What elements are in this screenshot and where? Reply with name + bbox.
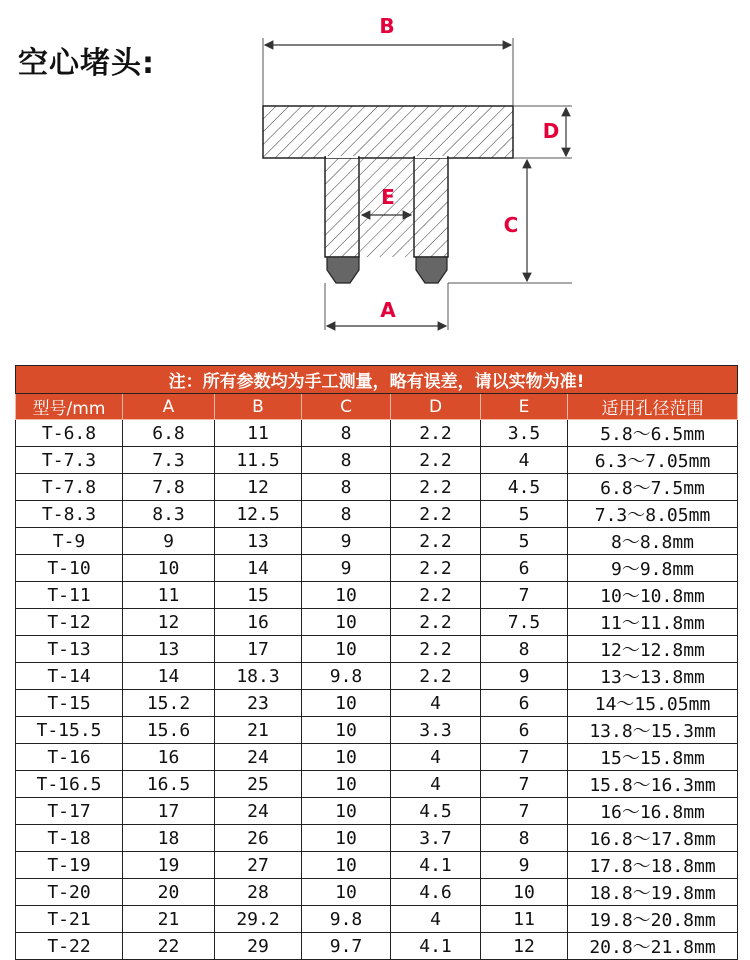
cell-d: 4.5 <box>391 798 481 825</box>
cell-model: T-12 <box>16 609 123 636</box>
cell-range: 16～16.8mm <box>568 798 738 825</box>
spec-table <box>15 365 738 960</box>
table-row <box>16 933 738 960</box>
cell-range: 12～12.8mm <box>568 636 738 663</box>
cell-model: T-7.8 <box>16 474 123 501</box>
header-e: E <box>481 394 568 420</box>
cell-d: 4.6 <box>391 879 481 906</box>
cell-e: 7 <box>481 582 568 609</box>
cell-model: T-16.5 <box>16 771 123 798</box>
cell-d: 2.2 <box>391 528 481 555</box>
cell-b: 24 <box>215 744 302 771</box>
cell-a: 14 <box>123 663 215 690</box>
page-title: 空心堵头: <box>18 46 155 81</box>
cell-range: 10～10.8mm <box>568 582 738 609</box>
cell-d: 4.1 <box>391 933 481 960</box>
cell-a: 9 <box>123 528 215 555</box>
cell-a: 22 <box>123 933 215 960</box>
cell-e: 11 <box>481 906 568 933</box>
table-row <box>16 582 738 609</box>
cell-b: 23 <box>215 690 302 717</box>
header-a: A <box>123 394 215 420</box>
cell-b: 14 <box>215 555 302 582</box>
cell-range: 19.8～20.8mm <box>568 906 738 933</box>
table-row <box>16 501 738 528</box>
cell-a: 10 <box>123 555 215 582</box>
cell-e: 6 <box>481 555 568 582</box>
cell-e: 8 <box>481 825 568 852</box>
cell-a: 13 <box>123 636 215 663</box>
cell-range: 14～15.05mm <box>568 690 738 717</box>
cell-b: 16 <box>215 609 302 636</box>
header-range: 适用孔径范围 <box>568 394 738 420</box>
cell-model: T-21 <box>16 906 123 933</box>
cell-b: 24 <box>215 798 302 825</box>
cell-c: 8 <box>302 501 391 528</box>
cell-d: 4 <box>391 690 481 717</box>
cell-a: 11 <box>123 582 215 609</box>
cell-model: T-6.8 <box>16 420 123 447</box>
cell-e: 8 <box>481 636 568 663</box>
cell-e: 6 <box>481 690 568 717</box>
cell-b: 29 <box>215 933 302 960</box>
cell-e: 5 <box>481 501 568 528</box>
cell-a: 8.3 <box>123 501 215 528</box>
cell-a: 15.6 <box>123 717 215 744</box>
table-row <box>16 798 738 825</box>
label-e: E <box>381 185 395 209</box>
table-row <box>16 879 738 906</box>
cell-a: 6.8 <box>123 420 215 447</box>
cell-model: T-9 <box>16 528 123 555</box>
cell-e: 12 <box>481 933 568 960</box>
cell-c: 10 <box>302 582 391 609</box>
cell-c: 10 <box>302 852 391 879</box>
cell-model: T-17 <box>16 798 123 825</box>
cell-range: 6.8～7.5mm <box>568 474 738 501</box>
label-d: D <box>542 119 560 143</box>
cell-range: 9～9.8mm <box>568 555 738 582</box>
cell-model: T-14 <box>16 663 123 690</box>
cell-a: 18 <box>123 825 215 852</box>
cell-c: 10 <box>302 690 391 717</box>
cell-model: T-8.3 <box>16 501 123 528</box>
cell-range: 13～13.8mm <box>568 663 738 690</box>
cell-range: 18.8～19.8mm <box>568 879 738 906</box>
table-row <box>16 636 738 663</box>
cell-a: 7.8 <box>123 474 215 501</box>
cell-range: 8～8.8mm <box>568 528 738 555</box>
cell-e: 6 <box>481 717 568 744</box>
cell-e: 7 <box>481 744 568 771</box>
cell-c: 10 <box>302 609 391 636</box>
table-notice: 注：所有参数均为手工测量，略有误差，请以实物为准! <box>16 366 738 394</box>
table-row <box>16 852 738 879</box>
header-b: B <box>215 394 302 420</box>
table-row <box>16 420 738 447</box>
table-row <box>16 474 738 501</box>
cell-e: 4.5 <box>481 474 568 501</box>
cell-c: 10 <box>302 798 391 825</box>
cell-d: 4 <box>391 744 481 771</box>
cell-c: 9.8 <box>302 906 391 933</box>
cell-range: 11～11.8mm <box>568 609 738 636</box>
cell-a: 19 <box>123 852 215 879</box>
cell-e: 7 <box>481 771 568 798</box>
cell-d: 2.2 <box>391 555 481 582</box>
cell-e: 5 <box>481 528 568 555</box>
cell-e: 4 <box>481 447 568 474</box>
cell-d: 4 <box>391 906 481 933</box>
cell-d: 3.3 <box>391 717 481 744</box>
cell-b: 29.2 <box>215 906 302 933</box>
cell-range: 13.8～15.3mm <box>568 717 738 744</box>
cell-a: 17 <box>123 798 215 825</box>
cell-a: 7.3 <box>123 447 215 474</box>
cell-model: T-13 <box>16 636 123 663</box>
cell-model: T-18 <box>16 825 123 852</box>
cell-model: T-22 <box>16 933 123 960</box>
table-row <box>16 744 738 771</box>
cell-model: T-16 <box>16 744 123 771</box>
cell-d: 4 <box>391 771 481 798</box>
cell-c: 9.7 <box>302 933 391 960</box>
cell-b: 15 <box>215 582 302 609</box>
cell-range: 6.3～7.05mm <box>568 447 738 474</box>
cell-c: 9 <box>302 555 391 582</box>
cell-b: 12.5 <box>215 501 302 528</box>
table-row <box>16 825 738 852</box>
cell-a: 16 <box>123 744 215 771</box>
cell-c: 10 <box>302 717 391 744</box>
cell-model: T-20 <box>16 879 123 906</box>
cell-range: 15.8～16.3mm <box>568 771 738 798</box>
cell-a: 16.5 <box>123 771 215 798</box>
cell-model: T-7.3 <box>16 447 123 474</box>
cell-b: 26 <box>215 825 302 852</box>
cell-c: 10 <box>302 771 391 798</box>
cell-e: 9 <box>481 852 568 879</box>
table-row <box>16 663 738 690</box>
cell-b: 28 <box>215 879 302 906</box>
table-row <box>16 717 738 744</box>
cell-d: 2.2 <box>391 474 481 501</box>
label-a: A <box>380 298 396 322</box>
cell-c: 10 <box>302 636 391 663</box>
cell-e: 9 <box>481 663 568 690</box>
table-row <box>16 528 738 555</box>
cell-c: 9.8 <box>302 663 391 690</box>
cell-d: 2.2 <box>391 609 481 636</box>
cell-b: 12 <box>215 474 302 501</box>
cell-a: 21 <box>123 906 215 933</box>
label-c: C <box>503 213 519 237</box>
table-row <box>16 609 738 636</box>
cell-range: 7.3～8.05mm <box>568 501 738 528</box>
cell-c: 10 <box>302 879 391 906</box>
cell-model: T-15.5 <box>16 717 123 744</box>
cell-b: 25 <box>215 771 302 798</box>
cell-range: 15～15.8mm <box>568 744 738 771</box>
header-model: 型号/mm <box>16 394 123 420</box>
cell-range: 17.8～18.8mm <box>568 852 738 879</box>
cell-b: 11 <box>215 420 302 447</box>
cell-range: 5.8～6.5mm <box>568 420 738 447</box>
table-row <box>16 447 738 474</box>
cell-d: 2.2 <box>391 420 481 447</box>
cell-a: 20 <box>123 879 215 906</box>
dimension-b <box>263 38 513 106</box>
cell-c: 10 <box>302 744 391 771</box>
cell-d: 3.7 <box>391 825 481 852</box>
header-d: D <box>391 394 481 420</box>
cell-c: 10 <box>302 825 391 852</box>
cell-d: 2.2 <box>391 582 481 609</box>
table-row <box>16 690 738 717</box>
cell-e: 7 <box>481 798 568 825</box>
cell-a: 12 <box>123 609 215 636</box>
cell-model: T-15 <box>16 690 123 717</box>
cell-c: 8 <box>302 447 391 474</box>
table-row <box>16 771 738 798</box>
cell-c: 8 <box>302 474 391 501</box>
cell-d: 4.1 <box>391 852 481 879</box>
table-row <box>16 555 738 582</box>
header-c: C <box>302 394 391 420</box>
cell-c: 9 <box>302 528 391 555</box>
cell-model: T-19 <box>16 852 123 879</box>
cell-model: T-11 <box>16 582 123 609</box>
table-header-row <box>16 394 738 420</box>
cell-b: 13 <box>215 528 302 555</box>
cross-section-diagram <box>0 0 750 350</box>
cell-d: 2.2 <box>391 636 481 663</box>
cell-b: 21 <box>215 717 302 744</box>
cell-model: T-10 <box>16 555 123 582</box>
cell-d: 2.2 <box>391 663 481 690</box>
cell-range: 20.8～21.8mm <box>568 933 738 960</box>
cell-b: 11.5 <box>215 447 302 474</box>
cell-e: 7.5 <box>481 609 568 636</box>
label-b: B <box>379 14 395 38</box>
spec-table-wrapper <box>15 365 737 960</box>
cell-range: 16.8～17.8mm <box>568 825 738 852</box>
cell-c: 8 <box>302 420 391 447</box>
cell-b: 18.3 <box>215 663 302 690</box>
cell-b: 27 <box>215 852 302 879</box>
cell-d: 2.2 <box>391 501 481 528</box>
cell-b: 17 <box>215 636 302 663</box>
table-row <box>16 906 738 933</box>
cell-d: 2.2 <box>391 447 481 474</box>
cell-e: 10 <box>481 879 568 906</box>
cell-a: 15.2 <box>123 690 215 717</box>
cell-e: 3.5 <box>481 420 568 447</box>
